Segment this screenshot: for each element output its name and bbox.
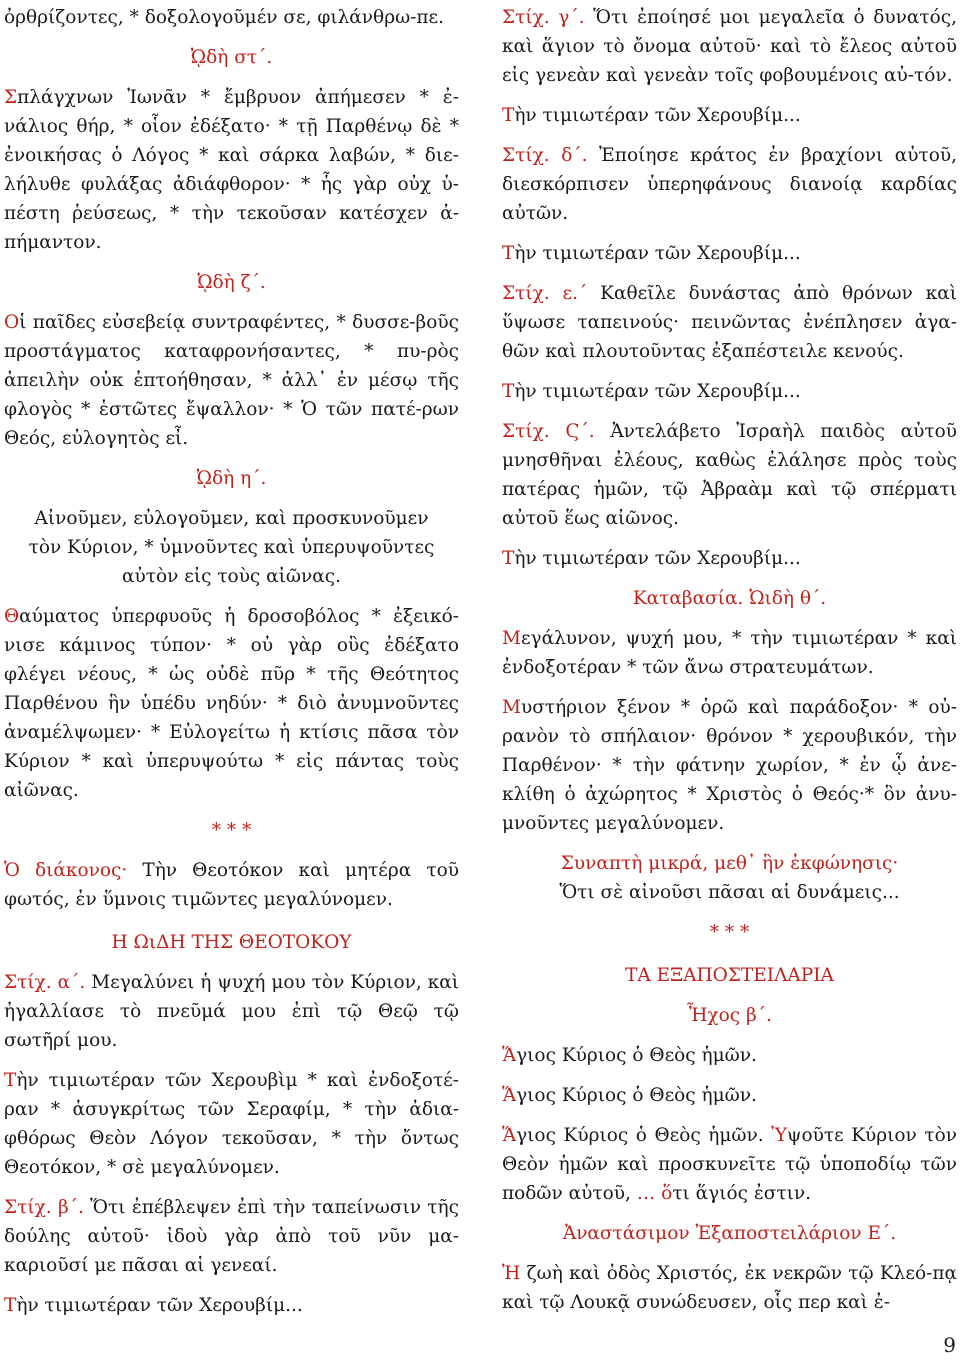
- holy-text-tail: τι ἅγιός ἐστιν.: [672, 1183, 812, 1204]
- refrain-short: [502, 239, 957, 268]
- verse-g: [502, 3, 957, 90]
- holy-text: γιος Κύριος ὁ Θεὸς ἡμῶν.: [516, 1085, 757, 1106]
- verse-text: Ἐποίησε κράτος ἐν βραχίονι αὐτοῦ, διεσκόρπισεν ὑπερηφάνους διανοίᾳ καρδίας αὐτῶν.: [502, 145, 957, 224]
- ekphonesis: Ὅτι σὲ αἰνοῦσι πᾶσαι αἱ δυνάμεις...: [559, 882, 900, 903]
- holy-text-continued: ψοῦτε Κύριον τὸν Θεὸν ἡμῶν καὶ προσκυνεῖτε τῷ ὑποποδίῳ τῶν ποδῶν αὐτοῦ,: [502, 1125, 957, 1204]
- holy-text: γιος Κύριος ὁ Θεὸς ἡμῶν.: [516, 1045, 757, 1066]
- left-column: [4, 0, 459, 1320]
- drop-initial: Θ: [4, 606, 20, 627]
- exapostilarion-text: ζωὴ καὶ ὁδὸς Χριστός, ἐκ νεκρῶν τῷ Κλεό-πᾳ καὶ τῷ Λουκᾷ συνώδευσεν, οἷς περ καὶ ἐ-: [502, 1263, 957, 1313]
- drop-initial: Τ: [502, 243, 515, 264]
- drop-initial: Τ: [502, 548, 515, 569]
- holy-text: γιος Κύριος ὁ Θεὸς ἡμῶν.: [516, 1125, 764, 1146]
- refrain-short: [4, 1291, 459, 1320]
- drop-initial: Μ: [502, 628, 521, 649]
- drop-initial: Μ: [502, 697, 521, 718]
- drop-initial: Ἅ: [502, 1125, 517, 1146]
- section-separator: * * *: [211, 820, 252, 841]
- verse-e: [502, 279, 957, 366]
- drop-initial: Τ: [4, 1295, 17, 1316]
- verse-text: Καθεῖλε δυνάστας ἀπὸ θρόνων καὶ ὕψωσε ταπεινούς· πεινῶντας ἐνέπλησεν ἀγα-θῶν καὶ πλουτοῦντας ἐξαπέστειλε κενούς.: [502, 283, 957, 362]
- ode-7-troparion: [4, 308, 459, 453]
- verse-b: [4, 1193, 459, 1280]
- drop-initial: Ἅ: [502, 1045, 517, 1066]
- katavasia-text: υστήριον ξένον * ὁρῶ καὶ παράδοξον· * οὐ-ρανὸν τὸ σπήλαιον· θρόνον * χερουβικόν, τὴν Παρθένον· * τὴν φάτνην χωρίον, * ἐν ᾧ ἀνε-κλίθη ὁ ἀχώρητος * Χριστὸς ὁ Θεός·* ὃν ἀνυ-μνοῦντες μεγαλύνομεν.: [502, 697, 957, 834]
- verse-st: [502, 417, 957, 533]
- drop-initial: Ἡ: [502, 1263, 521, 1284]
- katavasia-verse-2: [502, 693, 957, 838]
- refrain-text: ὴν τιμιωτέραν τῶν Χερουβίμ...: [16, 1295, 303, 1316]
- verse-text: Ὅτι ἐποίησέ μοι μεγαλεῖα ὁ δυνατός, καὶ ἅγιον τὸ ὄνομα αὐτοῦ· καὶ τὸ ἔλεος αὐτοῦ εἰς γενεὰν καὶ γενεὰν τοῖς φοβουμένοις αὐ-τόν.: [502, 7, 957, 86]
- drop-initial: Τ: [502, 105, 515, 126]
- magnificat-title: Η ΩιΔΗ ΤΗΣ ΘΕΟΤΟΚΟΥ: [111, 932, 352, 953]
- refrain-full: [4, 1066, 459, 1182]
- verse-label: Στίχ. Ϛ΄.: [502, 421, 595, 442]
- refrain-short: [502, 544, 957, 573]
- troparion-text: πλάγχνων Ἰωνᾶν * ἔμβρυον ἀπήμεσεν * ἐ-νάλιος θήρ, * οἷον ἐδέξατο· * τῇ Παρθένῳ δὲ * ἐνοικήσας ὁ Λόγος * καὶ σάρκα λαβών, * διε-λήλυθε φυλάξας ἀδιάφθορον· * ἧς γὰρ οὐχ ὑ-πέστη ῥεύσεως, * τὴν τεκοῦσαν κατέσχεν ἀ-πήμαντον.: [4, 87, 459, 253]
- katavasia-heading: Καταβασία. Ὠιδὴ θ΄.: [632, 588, 827, 609]
- verse-text: Ὅτι ἐπέβλεψεν ἐπὶ τὴν ταπείνωσιν τῆς δούλης αὐτοῦ· ἰδοὺ γὰρ ἀπὸ τοῦ νῦν μα-καριοῦσί με πᾶσαι αἱ γενεαί.: [4, 1197, 459, 1276]
- refrain-text: ὴν τιμιωτέραν τῶν Χερουβίμ...: [514, 105, 801, 126]
- refrain-text: ὴν τιμιωτέραν τῶν Χερουβίμ...: [514, 243, 801, 264]
- deacon-exclamation: [4, 856, 459, 914]
- refrain-text: ὴν τιμιωτέραν τῶν Χερουβίμ...: [514, 548, 801, 569]
- intro-text: ὀρθρίζοντες, * δοξολογοῦμέν σε, φιλάνθρω-πε.: [4, 7, 445, 28]
- katavasia-text: εγάλυνον, ψυχή μου, * τὴν τιμιωτέραν * καὶ ἐνδοξοτέραν * τῶν ἄνω στρατευμάτων.: [502, 628, 957, 678]
- verse-a: [4, 968, 459, 1055]
- ellipsis: …: [636, 1183, 656, 1204]
- section-separator: * * *: [709, 922, 750, 943]
- ode-8-irmos-line-2: τὸν Κύριον, * ὑμνοῦντες καὶ ὑπερυψοῦντες: [28, 537, 435, 558]
- verse-label: Στίχ. α΄.: [4, 972, 86, 993]
- ode-8-irmos-line-1: Αἰνοῦμεν, εὐλογοῦμεν, καὶ προσκυνοῦμεν: [34, 508, 429, 529]
- ode-8-troparion: [4, 602, 459, 805]
- red-initial: Ὑ: [763, 1125, 787, 1146]
- exapostilaria-title: ΤΑ ΕΞΑΠΟΣΤΕΙΛΑΡΙΑ: [625, 965, 834, 986]
- troparion-text: αύματος ὑπερφυοῦς ἡ δροσοβόλος * ἐξεικό-νισε κάμινος τύπον· * οὐ γὰρ οὓς ἐδέξατο φλέγει νέους, * ὡς οὐδὲ πῦρ * τῆς Θεότητος Παρθένου ἣν ὑπέδυ νηδύν· * διὸ ἀνυμνοῦντες ἀναμέλψωμεν· * Εὐλογείτω ἡ κτίσις πᾶσα τὸν Κύριον * καὶ ὑπερυψούτω * εἰς πάντας τοὺς αἰῶνας.: [4, 606, 459, 801]
- verse-label: Στίχ. γ΄.: [502, 7, 585, 28]
- resurrectional-heading: Ἀναστάσιμον Ἐξαποστειλάριον Ε΄.: [562, 1223, 897, 1244]
- verse-label: Στίχ. δ΄.: [502, 145, 588, 166]
- verse-d: [502, 141, 957, 228]
- drop-initial: Ἅ: [502, 1085, 517, 1106]
- drop-initial: Σ: [4, 87, 18, 108]
- drop-initial: Ο: [4, 312, 20, 333]
- holy-verse-2: [502, 1081, 957, 1110]
- red-initial: ὅ: [655, 1183, 673, 1204]
- right-column: [502, 0, 957, 1317]
- tone-heading: Ἦχος β΄.: [687, 1005, 772, 1026]
- resurrectional-exapostilarion: [502, 1259, 957, 1317]
- verse-label: Στίχ. β΄.: [4, 1197, 84, 1218]
- verse-text: Μεγαλύνει ἡ ψυχή μου τὸν Κύριον, καὶ ἠγαλλίασε τὸ πνεῦμά μου ἐπὶ τῷ Θεῷ τῷ σωτῆρί μου.: [4, 972, 459, 1051]
- refrain-short: [502, 377, 957, 406]
- drop-initial: Τ: [502, 381, 515, 402]
- troparion-text: ἱ παῖδες εὐσεβείᾳ συντραφέντες, * δυσσε-βοῦς προστάγματος καταφρονήσαντες, * πυ-ρὸς ἀπειλὴν οὐκ ἐπτοήθησαν, * ἀλλ᾽ ἐν μέσῳ τῆς φλογὸς * ἑστῶτες ἔψαλλον· * Ὁ τῶν πατέ-ρων Θεός, εὐλογητὸς εἶ.: [4, 312, 459, 449]
- page-number: 9: [943, 1333, 956, 1357]
- katavasia-verse-1: [502, 624, 957, 682]
- ode-7-heading: ᾨδὴ ζ΄.: [197, 272, 266, 293]
- ode-6-troparion: [4, 83, 459, 257]
- verse-label: Στίχ. ε.΄: [502, 283, 588, 304]
- deacon-label: Ὁ διάκονος·: [4, 860, 128, 881]
- refrain-text: ὴν τιμιωτέραν τῶν Χερουβὶμ * καὶ ἐνδοξοτέ-ραν * ἀσυγκρίτως τῶν Σεραφίμ, * τὴν ἀδια-φθόρως Θεὸν Λόγον τεκοῦσαν, * τὴν ὄντως Θεοτόκον, * σὲ μεγαλύνομεν.: [4, 1070, 459, 1178]
- ode-8-heading: ᾨδὴ η΄.: [196, 468, 267, 489]
- holy-verse-1: [502, 1041, 957, 1070]
- refrain-short: [502, 101, 957, 130]
- holy-verse-3: [502, 1121, 957, 1208]
- refrain-text: ὴν τιμιωτέραν τῶν Χερουβίμ...: [514, 381, 801, 402]
- ode-8-irmos-line-3: αὐτὸν εἰς τοὺς αἰῶνας.: [122, 566, 341, 587]
- drop-initial: Τ: [4, 1070, 17, 1091]
- litany-rubric: Συναπτὴ μικρά, μεθ᾽ ἣν ἐκφώνησις·: [560, 853, 899, 874]
- ode-6-heading: ᾨδὴ στ΄.: [190, 47, 273, 68]
- verse-text: Ἀντελάβετο Ἰσραὴλ παιδὸς αὐτοῦ μνησθῆναι ἐλέους, καθὼς ἐλάλησε πρὸς τοὺς πατέρας ἡμῶν, τῷ Ἀβραὰμ καὶ τῷ σπέρματι αὐτοῦ ἕως αἰῶνος.: [502, 421, 958, 529]
- deacon-text: Τὴν Θεοτόκον καὶ μητέρα τοῦ φωτός, ἐν ὕμνοις τιμῶντες μεγαλύνομεν.: [4, 860, 459, 910]
